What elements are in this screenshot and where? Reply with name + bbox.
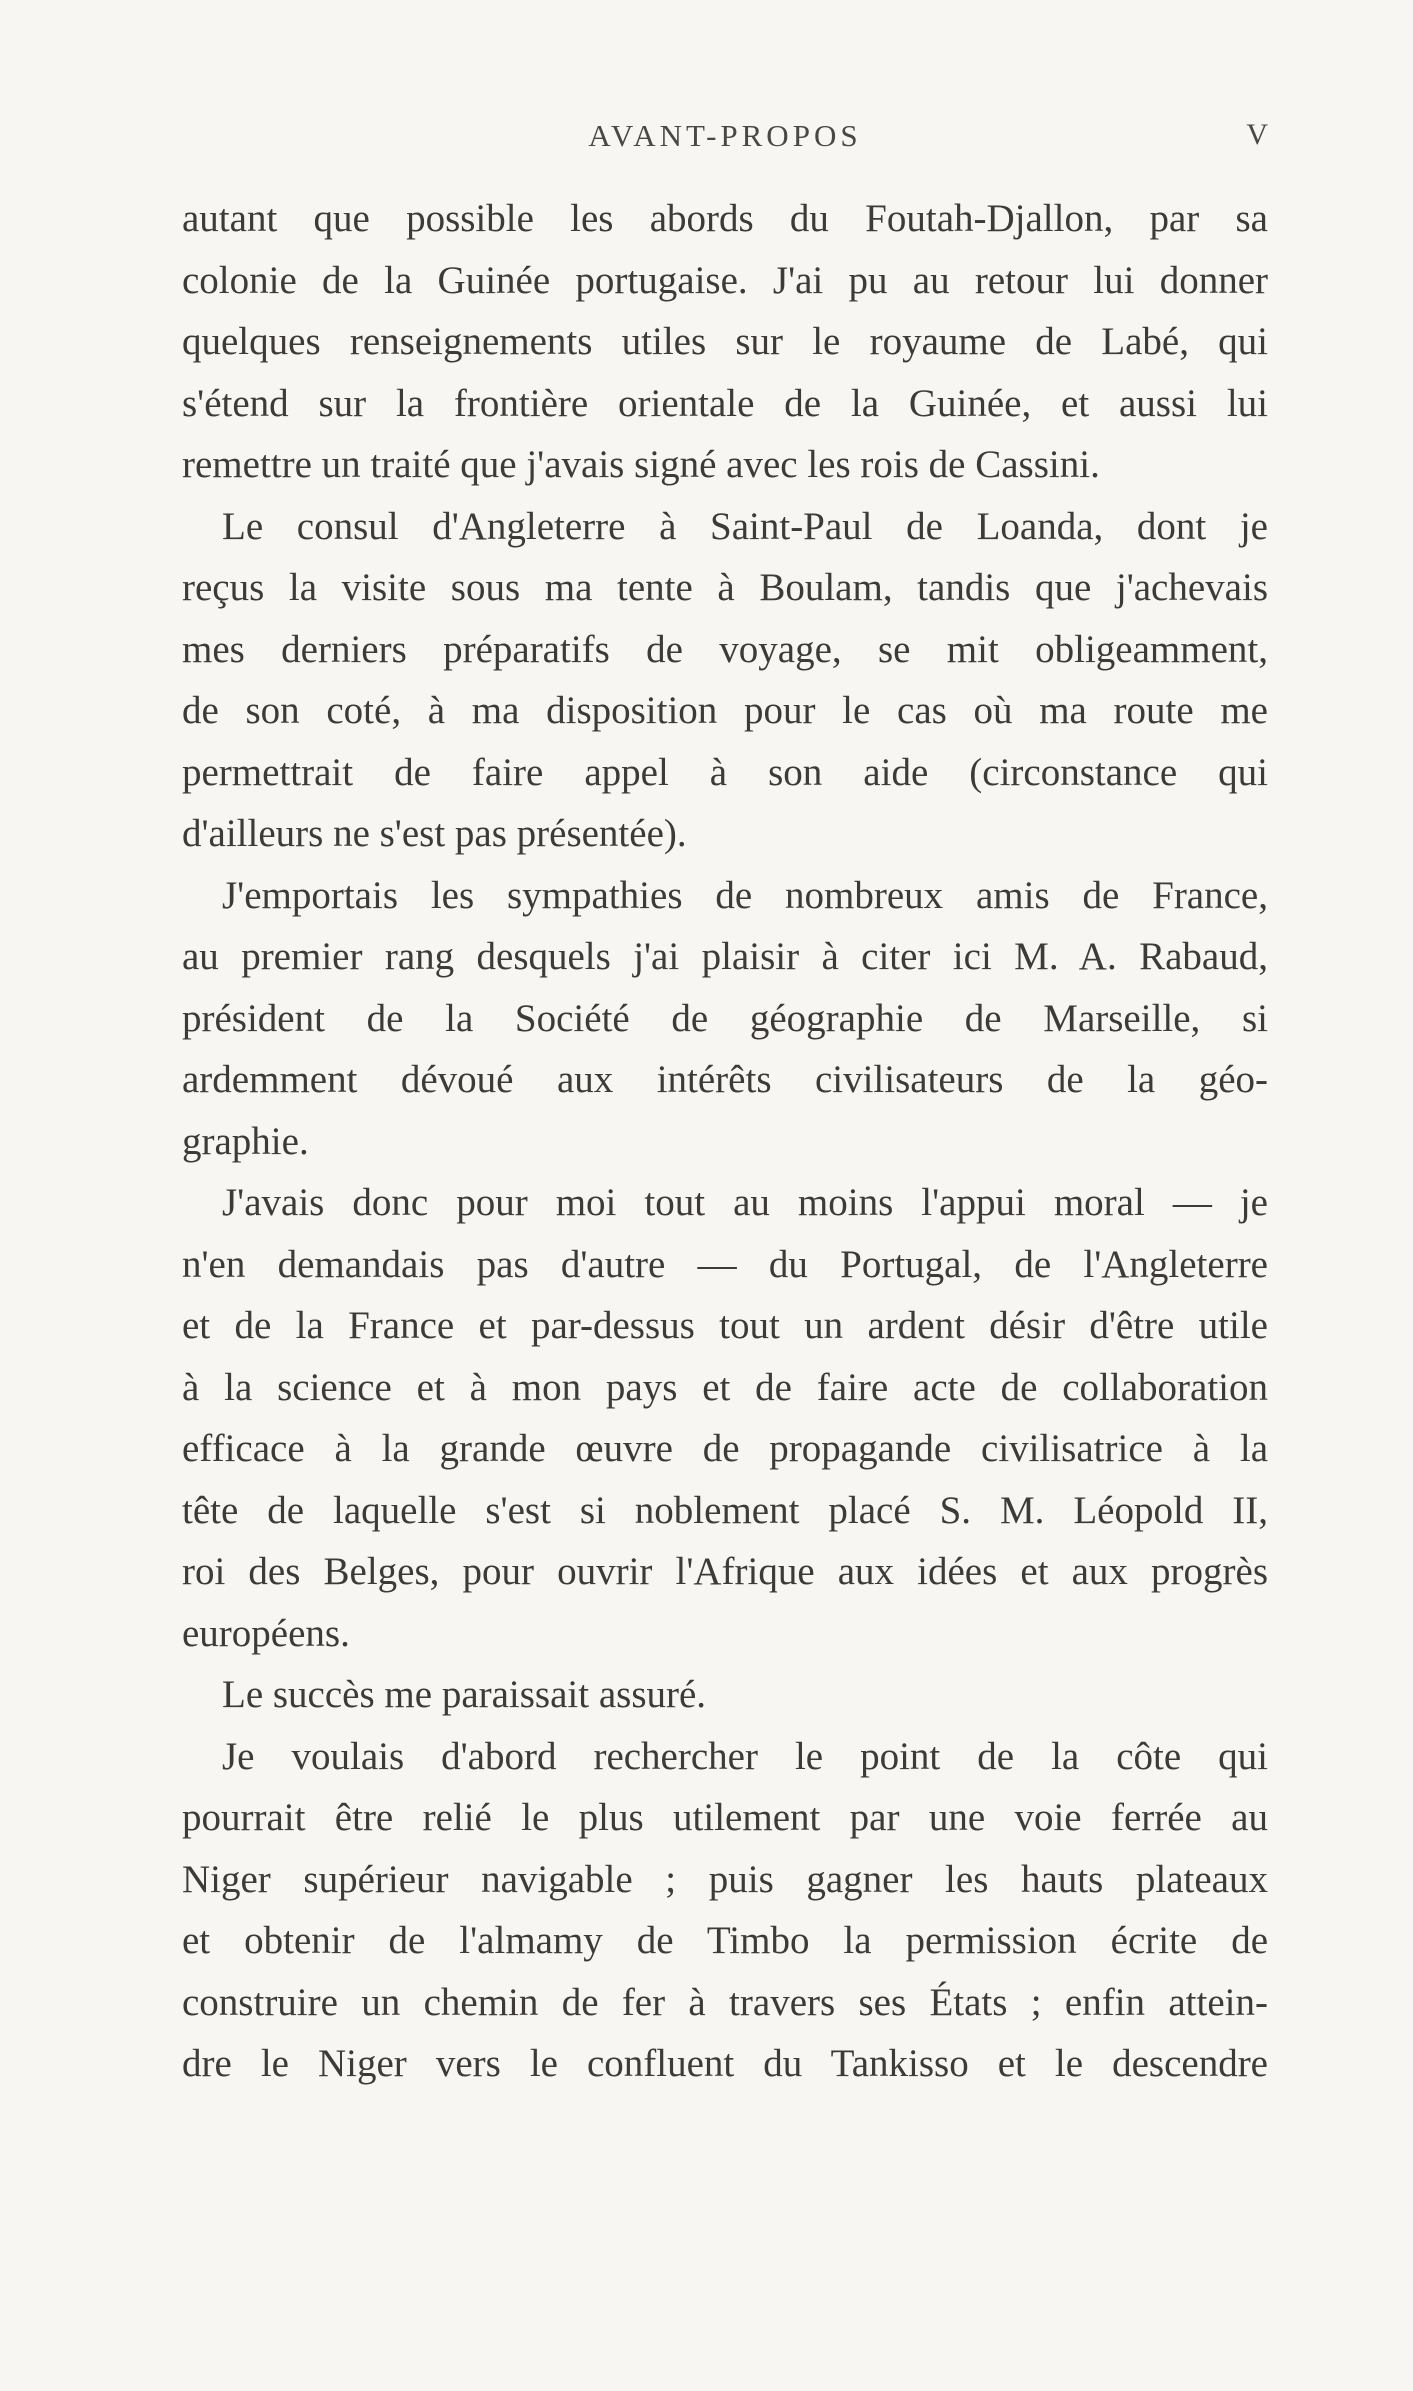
text-line: et de la France et par-dessus tout un ardent désir d'être utile: [182, 1304, 1268, 1347]
text-line: reçus la visite sous ma tente à Boulam, tandis que j'achevais: [182, 566, 1268, 609]
text-line: graphie.: [182, 1119, 309, 1163]
text-line: et obtenir de l'almamy de Timbo la permission écrite de: [182, 1919, 1268, 1962]
body-text: [182, 188, 1268, 2095]
text-line: Je voulais d'abord rechercher le point de la côte qui: [222, 1734, 1268, 1778]
text-line: J'emportais les sympathies de nombreux amis de France,: [222, 873, 1268, 917]
text-line: ardemment dévoué aux intérêts civilisateurs de la géo-: [182, 1058, 1268, 1101]
text-line: Le consul d'Angleterre à Saint-Paul de Loanda, dont je: [222, 504, 1268, 548]
text-line: pourrait être relié le plus utilement par une voie ferrée au: [182, 1796, 1268, 1839]
text-line: d'ailleurs ne s'est pas présentée).: [182, 812, 687, 855]
page-number: V: [1246, 118, 1268, 151]
text-line: remettre un traité que j'avais signé avec les rois de Cassini.: [182, 443, 1100, 486]
text-line: tête de laquelle s'est si noblement placé S. M. Léopold II,: [182, 1488, 1268, 1532]
text-line: européens.: [182, 1611, 350, 1655]
text-line: mes derniers préparatifs de voyage, se mit obligeamment,: [182, 627, 1268, 671]
text-line: à la science et à mon pays et de faire acte de collaboration: [182, 1365, 1268, 1409]
text-line: J'avais donc pour moi tout au moins l'appui moral — je: [222, 1181, 1268, 1224]
text-line: président de la Société de géographie de Marseille, si: [182, 996, 1268, 1040]
text-line: construire un chemin de fer à travers ses États ; enfin attein-: [182, 1980, 1268, 2024]
running-title: AVANT-PROPOS: [588, 118, 862, 153]
page-header: [182, 118, 1268, 158]
text-line: efficace à la grande œuvre de propagande civilisatrice à la: [182, 1427, 1268, 1470]
text-line: de son coté, à ma disposition pour le cas où ma route me: [182, 689, 1268, 732]
text-line: s'étend sur la frontière orientale de la Guinée, et aussi lui: [182, 381, 1268, 425]
text-line: colonie de la Guinée portugaise. J'ai pu au retour lui donner: [182, 258, 1268, 302]
text-line: autant que possible les abords du Foutah-Djallon, par sa: [182, 197, 1268, 240]
text-line: Niger supérieur navigable ; puis gagner les hauts plateaux: [182, 1857, 1268, 1901]
text-line: au premier rang desquels j'ai plaisir à citer ici M. A. Rabaud,: [182, 935, 1268, 978]
text-line: permettrait de faire appel à son aide (circonstance qui: [182, 750, 1268, 794]
text-line: Le succès me paraissait assuré.: [222, 1673, 707, 1716]
text-line: quelques renseignements utiles sur le royaume de Labé, qui: [182, 320, 1268, 363]
text-line: dre le Niger vers le confluent du Tankisso et le descendre: [182, 2042, 1268, 2085]
text-line: n'en demandais pas d'autre — du Portugal, de l'Angleterre: [182, 1242, 1268, 1286]
text-line: roi des Belges, pour ouvrir l'Afrique aux idées et aux progrès: [182, 1550, 1268, 1593]
